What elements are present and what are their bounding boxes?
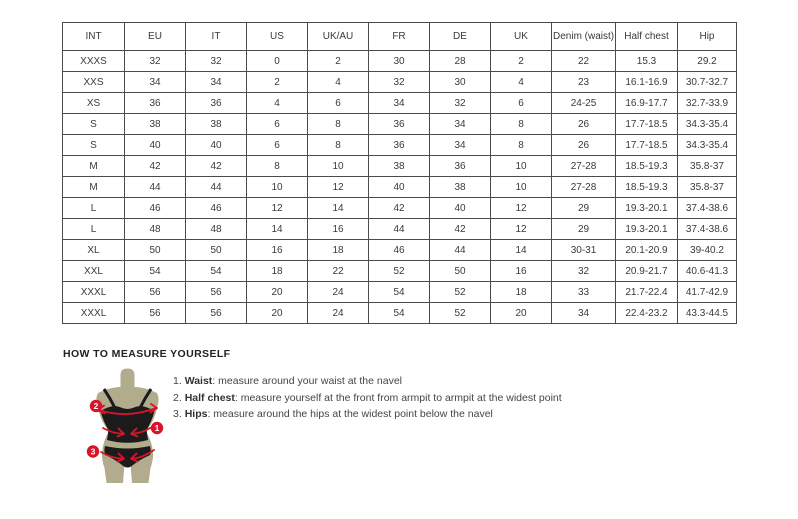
table-cell: 42 <box>186 156 247 177</box>
table-cell: 40 <box>430 198 491 219</box>
table-cell: 10 <box>247 177 308 198</box>
table-cell: 8 <box>491 135 552 156</box>
table-header-cell: INT <box>63 23 125 51</box>
instruction-number: 2. <box>173 391 182 404</box>
measure-instruction-half-chest <box>173 392 562 404</box>
table-cell: 52 <box>369 261 430 282</box>
table-cell: XS <box>63 93 125 114</box>
table-cell: 17.7-18.5 <box>616 135 678 156</box>
table-cell: 36 <box>430 156 491 177</box>
table-cell: 35.8-37 <box>678 177 737 198</box>
table-cell: 36 <box>125 93 186 114</box>
table-cell: 4 <box>247 93 308 114</box>
table-cell: 16 <box>247 240 308 261</box>
table-cell: 34 <box>430 114 491 135</box>
size-chart-body <box>63 51 737 324</box>
table-header-cell: FR <box>369 23 430 51</box>
table-cell: 44 <box>186 177 247 198</box>
table-cell: 40 <box>369 177 430 198</box>
table-cell: 30 <box>430 72 491 93</box>
table-cell: 32.7-33.9 <box>678 93 737 114</box>
table-cell: 15.3 <box>616 51 678 72</box>
table-cell: L <box>63 198 125 219</box>
table-header-cell: Denim (waist) <box>552 23 616 51</box>
table-cell: 35.8-37 <box>678 156 737 177</box>
table-cell: 34 <box>552 303 616 324</box>
table-cell: 6 <box>491 93 552 114</box>
size-chart-table <box>62 22 737 324</box>
table-cell: 23 <box>552 72 616 93</box>
table-cell: 39-40.2 <box>678 240 737 261</box>
table-cell: 2 <box>247 72 308 93</box>
table-header-cell: EU <box>125 23 186 51</box>
table-cell: 56 <box>125 303 186 324</box>
table-cell: 30 <box>369 51 430 72</box>
table-cell: 32 <box>369 72 430 93</box>
table-cell: 20 <box>247 303 308 324</box>
table-cell: 6 <box>247 114 308 135</box>
table-cell: 32 <box>430 93 491 114</box>
table-row <box>63 156 737 177</box>
instruction-number: 3. <box>173 408 182 420</box>
table-cell: 24-25 <box>552 93 616 114</box>
table-cell: 2 <box>491 51 552 72</box>
table-header-cell: Half chest <box>616 23 678 51</box>
table-cell: 22.4-23.2 <box>616 303 678 324</box>
instruction-number: 1. <box>173 375 182 387</box>
table-cell: 16 <box>308 219 369 240</box>
table-cell: 18 <box>491 282 552 303</box>
table-cell: 42 <box>430 219 491 240</box>
table-row <box>63 135 737 156</box>
table-cell: 29 <box>552 198 616 219</box>
table-cell: 10 <box>491 177 552 198</box>
table-cell: 36 <box>186 93 247 114</box>
table-cell: 14 <box>491 240 552 261</box>
table-cell: 6 <box>308 93 369 114</box>
table-row <box>63 177 737 198</box>
table-row <box>63 282 737 303</box>
table-cell: L <box>63 219 125 240</box>
table-cell: 54 <box>186 261 247 282</box>
table-header-cell: DE <box>430 23 491 51</box>
table-cell: 10 <box>491 156 552 177</box>
table-cell: 30-31 <box>552 240 616 261</box>
badge-1 <box>151 422 163 434</box>
table-cell: 24 <box>308 282 369 303</box>
table-cell: 4 <box>308 72 369 93</box>
table-cell: 33 <box>552 282 616 303</box>
table-row <box>63 219 737 240</box>
svg-text:3: 3 <box>90 446 96 457</box>
table-cell: 10 <box>308 156 369 177</box>
table-cell: 36 <box>369 114 430 135</box>
table-cell: 30.7-32.7 <box>678 72 737 93</box>
table-cell: 18.5-19.3 <box>616 177 678 198</box>
table-cell: 56 <box>186 303 247 324</box>
table-cell: 20.9-21.7 <box>616 261 678 282</box>
table-row <box>63 240 737 261</box>
table-cell: 8 <box>308 114 369 135</box>
measure-instruction-hips <box>173 408 562 420</box>
table-cell: 44 <box>369 219 430 240</box>
table-cell: 42 <box>125 156 186 177</box>
table-cell: 18 <box>308 240 369 261</box>
table-cell: 56 <box>186 282 247 303</box>
instruction-label: Half chest <box>184 391 235 404</box>
table-cell: 29 <box>552 219 616 240</box>
table-header-cell: US <box>247 23 308 51</box>
measure-instruction-waist <box>173 375 562 387</box>
table-cell: 34 <box>186 72 247 93</box>
table-cell: 27-28 <box>552 156 616 177</box>
table-cell: XXL <box>63 261 125 282</box>
table-cell: 37.4-38.6 <box>678 219 737 240</box>
table-cell: 19.3-20.1 <box>616 219 678 240</box>
table-cell: 16 <box>491 261 552 282</box>
table-cell: 34 <box>125 72 186 93</box>
table-cell: 0 <box>247 51 308 72</box>
instruction-text: : measure around the hips at the widest point below the navel <box>207 408 493 420</box>
table-cell: M <box>63 177 125 198</box>
table-cell: 34.3-35.4 <box>678 114 737 135</box>
table-cell: 16.9-17.7 <box>616 93 678 114</box>
table-header-row <box>63 23 737 51</box>
table-cell: 44 <box>125 177 186 198</box>
table-cell: 38 <box>186 114 247 135</box>
size-chart-header-row <box>63 23 737 51</box>
table-cell: 22 <box>308 261 369 282</box>
table-cell: XXXL <box>63 303 125 324</box>
table-cell: 20 <box>491 303 552 324</box>
measure-section-title: HOW TO MEASURE YOURSELF <box>63 348 231 360</box>
table-cell: 28 <box>430 51 491 72</box>
table-cell: 27-28 <box>552 177 616 198</box>
table-cell: 41.7-42.9 <box>678 282 737 303</box>
table-row <box>63 72 737 93</box>
table-header-cell: IT <box>186 23 247 51</box>
table-cell: 14 <box>247 219 308 240</box>
table-cell: 50 <box>186 240 247 261</box>
table-cell: 38 <box>125 114 186 135</box>
table-cell: 12 <box>491 198 552 219</box>
table-cell: 2 <box>308 51 369 72</box>
table-row <box>63 261 737 282</box>
instruction-text: : measure yourself at the front from armpit to armpit at the widest point <box>234 391 562 404</box>
badge-3 <box>87 445 99 457</box>
instruction-label: Hips <box>184 408 208 420</box>
table-cell: 54 <box>369 303 430 324</box>
table-cell: 6 <box>247 135 308 156</box>
table-cell: 18.5-19.3 <box>616 156 678 177</box>
measure-instruction-list <box>173 375 562 425</box>
table-cell: 40 <box>125 135 186 156</box>
table-cell: 24 <box>308 303 369 324</box>
instruction-label: Waist <box>184 375 213 387</box>
table-cell: 54 <box>125 261 186 282</box>
table-cell: 43.3-44.5 <box>678 303 737 324</box>
table-cell: 12 <box>247 198 308 219</box>
table-cell: 32 <box>186 51 247 72</box>
table-row <box>63 303 737 324</box>
table-cell: 40.6-41.3 <box>678 261 737 282</box>
instruction-text: : measure around your waist at the navel <box>212 375 402 387</box>
table-cell: 26 <box>552 135 616 156</box>
table-cell: 56 <box>125 282 186 303</box>
table-cell: 26 <box>552 114 616 135</box>
table-cell: 20.1-20.9 <box>616 240 678 261</box>
table-cell: XXS <box>63 72 125 93</box>
table-cell: M <box>63 156 125 177</box>
table-cell: 12 <box>491 219 552 240</box>
table-cell: 50 <box>430 261 491 282</box>
table-cell: 8 <box>491 114 552 135</box>
table-cell: 52 <box>430 303 491 324</box>
table-cell: 46 <box>186 198 247 219</box>
table-cell: 37.4-38.6 <box>678 198 737 219</box>
table-cell: 18 <box>247 261 308 282</box>
table-cell: 29.2 <box>678 51 737 72</box>
table-cell: 38 <box>430 177 491 198</box>
table-cell: 46 <box>125 198 186 219</box>
table-row <box>63 114 737 135</box>
table-cell: XL <box>63 240 125 261</box>
table-cell: 42 <box>369 198 430 219</box>
table-cell: 48 <box>125 219 186 240</box>
table-cell: 46 <box>369 240 430 261</box>
table-cell: 4 <box>491 72 552 93</box>
table-cell: S <box>63 114 125 135</box>
table-cell: 22 <box>552 51 616 72</box>
table-cell: 50 <box>125 240 186 261</box>
table-row <box>63 51 737 72</box>
table-cell: 32 <box>125 51 186 72</box>
table-cell: 34 <box>430 135 491 156</box>
table-cell: 12 <box>308 177 369 198</box>
table-cell: 16.1-16.9 <box>616 72 678 93</box>
table-cell: 48 <box>186 219 247 240</box>
table-cell: 19.3-20.1 <box>616 198 678 219</box>
table-cell: 34.3-35.4 <box>678 135 737 156</box>
table-cell: 32 <box>552 261 616 282</box>
table-row <box>63 198 737 219</box>
table-header-cell: UK <box>491 23 552 51</box>
svg-text:2: 2 <box>93 401 99 411</box>
badge-2 <box>90 400 102 412</box>
table-cell: 17.7-18.5 <box>616 114 678 135</box>
table-cell: S <box>63 135 125 156</box>
table-cell: 36 <box>369 135 430 156</box>
table-cell: 38 <box>369 156 430 177</box>
table-cell: 52 <box>430 282 491 303</box>
table-cell: 8 <box>308 135 369 156</box>
table-cell: 34 <box>369 93 430 114</box>
table-cell: 44 <box>430 240 491 261</box>
table-row <box>63 93 737 114</box>
table-cell: 20 <box>247 282 308 303</box>
table-cell: XXXS <box>63 51 125 72</box>
table-cell: 40 <box>186 135 247 156</box>
table-cell: 8 <box>247 156 308 177</box>
table-cell: 54 <box>369 282 430 303</box>
table-header-cell: UK/AU <box>308 23 369 51</box>
table-cell: 21.7-22.4 <box>616 282 678 303</box>
table-cell: XXXL <box>63 282 125 303</box>
table-cell: 14 <box>308 198 369 219</box>
svg-text:1: 1 <box>154 423 160 433</box>
table-header-cell: Hip <box>678 23 737 51</box>
